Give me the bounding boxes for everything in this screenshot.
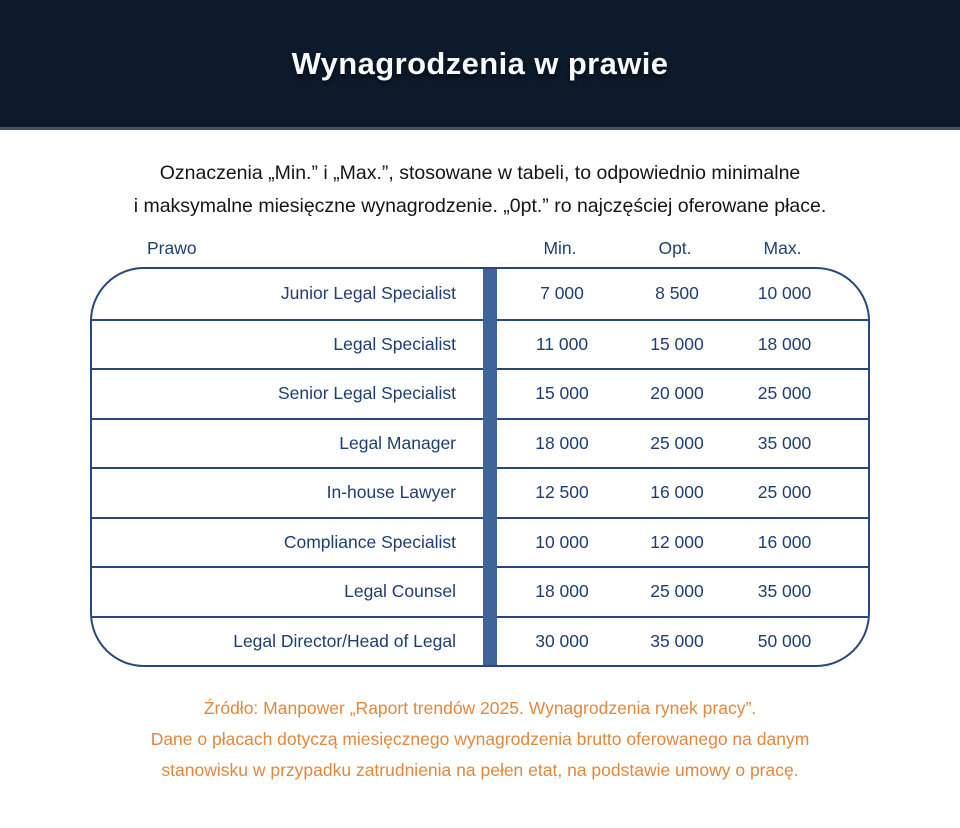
opt-value: 25 000 (650, 432, 704, 453)
min-value: 11 000 (535, 333, 589, 354)
opt-value: 15 000 (650, 333, 704, 354)
job-title: Compliance Specialist (283, 531, 456, 552)
column-header-category: Prawo (147, 238, 197, 258)
min-value: 30 000 (535, 630, 589, 651)
table-row (92, 616, 868, 666)
table-body (90, 267, 870, 667)
header-band (0, 0, 960, 130)
job-title: Senior Legal Specialist (277, 383, 456, 404)
table-row (92, 269, 868, 319)
opt-value: 12 000 (650, 531, 704, 552)
column-header-opt: Opt. (658, 238, 692, 258)
max-value: 35 000 (757, 581, 812, 602)
opt-value: 35 000 (650, 630, 704, 651)
opt-value: 25 000 (650, 581, 704, 602)
min-value: 15 000 (535, 383, 589, 404)
job-title: Legal Director/Head of Legal (233, 630, 456, 651)
opt-value: 20 000 (650, 383, 704, 404)
max-value: 16 000 (757, 531, 812, 552)
job-title: Legal Counsel (344, 581, 456, 602)
column-header-min: Min. (543, 238, 577, 258)
max-value: 25 000 (757, 482, 812, 503)
min-value: 18 000 (535, 432, 589, 453)
table-row (92, 368, 868, 418)
table-row (92, 319, 868, 369)
column-header-max: Max. (763, 238, 802, 258)
min-value: 7 000 (540, 283, 584, 304)
table-row (92, 418, 868, 468)
table-row (92, 467, 868, 517)
opt-value: 8 500 (655, 283, 699, 304)
job-title: In-house Lawyer (326, 482, 456, 503)
source-line-1: Źródło: Manpower „Raport trendów 2025. Wynagrodzenia rynek pracy”. (203, 698, 757, 718)
table-row (92, 517, 868, 567)
divider-bar (483, 269, 497, 665)
max-value: 25 000 (757, 383, 812, 404)
job-title: Junior Legal Specialist (280, 283, 456, 304)
intro-line-2: i maksymalne miesięczne wynagrodzenie. „0pt.” ro najczęściej oferowane płace. (133, 195, 827, 217)
max-value: 18 000 (757, 333, 812, 354)
source-line-2: Dane o płacach dotyczą miesięcznego wynagrodzenia brutto oferowanego na danym (150, 729, 810, 749)
source-line-3: stanowisku w przypadku zatrudnienia na pełen etat, na podstawie umowy o pracę. (161, 760, 799, 780)
source-note (0, 693, 960, 786)
salary-table (90, 239, 870, 667)
intro-text (0, 157, 960, 223)
opt-value: 16 000 (650, 482, 704, 503)
table-header-row (90, 239, 870, 267)
min-value: 10 000 (535, 531, 589, 552)
table-row (92, 566, 868, 616)
min-value: 18 000 (535, 581, 589, 602)
max-value: 10 000 (757, 283, 812, 304)
intro-line-1: Oznaczenia „Min.” i „Max.”, stosowane w tabeli, to odpowiednio minimalne (159, 162, 801, 184)
min-value: 12 500 (535, 482, 589, 503)
max-value: 35 000 (757, 432, 812, 453)
job-title: Legal Specialist (333, 333, 456, 354)
job-title: Legal Manager (339, 432, 456, 453)
max-value: 50 000 (757, 630, 812, 651)
page-title: Wynagrodzenia w prawie (291, 45, 669, 81)
